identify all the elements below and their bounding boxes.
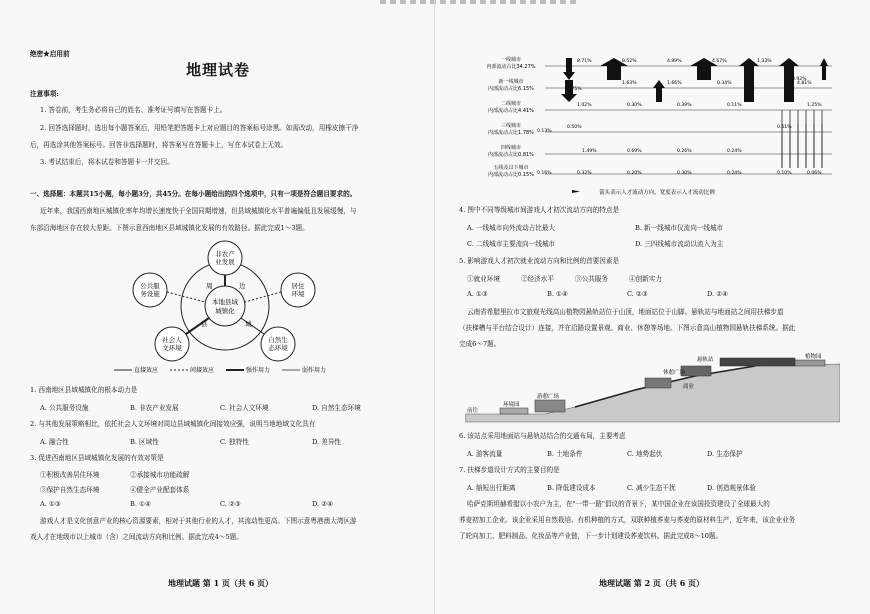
q3-item-4: ④健全产业配套体系 [130,486,190,494]
node-left-line1: 公共服 [140,282,160,290]
node-top-line1: 非农产 [215,250,235,258]
center-line1: 本地县域 [212,298,238,306]
intro-line-1: 近年来，我国西南地区城镇化率年均增长速度快于全国同期增速，但县域城镇化水平普遍偏低且发展缓慢，与 [40,207,357,215]
node-right-line1: 居住 [291,282,305,290]
legend-direct: 直接效应 [134,367,159,374]
q6-option-c[interactable]: C. 地势起伏 [627,450,663,458]
row-sublabel-4: 内部流动占比0.81% [488,152,534,158]
passage-right-2: （扶梯槽与平台结合设计）连接，并在沿路设置景观、商业、休憩等场地。下图示意高山植物园悬轨扶梯系统。据此 [459,324,796,332]
q3-stem: 3. 促进西南地区县域城镇化发展的有效对策是 [30,454,164,462]
q4-stem: 4. 图中不同等级城市间游戏人才初次流动方向的特点是 [459,206,620,214]
value-label-24: 0.32% [577,171,592,176]
value-label-17: 0.50% [567,125,582,130]
legend-strong: 强作用力 [246,367,271,374]
footer-page-1: 地理试题 第 1 页（共 6 页） [168,578,274,588]
label-lower: 前往 [467,408,479,414]
value-label-19: 1.49% [582,149,597,154]
legend-weak: 弱作用力 [302,367,327,374]
notice-2a: 2. 回答选择题时，选出每小题答案后，用铅笔把答题卡上对应题目的答案标号涂黑。如需改动，用橡皮擦干净 [40,124,359,132]
q5-option-c[interactable]: C. ②③ [627,290,648,298]
q5-item-4: ④创新实力 [629,275,662,283]
row-sublabel-0: 内部流动占比34.27% [486,64,536,70]
q2-option-b[interactable]: B. 区域性 [130,438,159,446]
value-label-20: 0.69% [627,149,642,154]
label-station: 悬轨站 [697,357,714,363]
q4-option-c[interactable]: C. 二线城市主要流向一线城市 [467,240,556,248]
q7-stem: 7. 扶梯步道设计方式的主要目的是 [459,466,560,474]
passage-right2-2: 荞麦初加工企业。该企业采用自然栽培、有机种植的方式，双联种植荞麦与荞麦的原材料生产，近年来，该企业业务 [459,516,796,524]
value-label-7: 1.63% [622,81,637,86]
value-label-12: 1.02% [577,103,592,108]
value-label-4: 1.33% [757,59,772,64]
label-entrance-square: 游憩广场 [537,394,560,400]
row-sublabel-1: 内部流动占比6.15% [488,86,534,92]
q3-item-1: ①积极改善居住环境 [40,471,100,479]
row-label-1: 新一线城市 [498,79,524,85]
q2-option-d[interactable]: D. 差异性 [312,438,342,446]
value-label-2: 4.99% [667,59,682,64]
passage-right2-3: 了轮向加工、肥料制品、化妆品等产业链，下一步计划建设荞麦饮料。据此完成8～10题。 [459,532,723,540]
node-left-line2: 务设施 [140,290,160,298]
value-label-3: 4.67% [712,59,727,64]
q7-option-b[interactable]: B. 降低建设成本 [547,484,596,492]
secret-mark: 绝密★启用前 [30,50,70,58]
value-label-23: 0.16% [537,171,552,176]
q1-option-c[interactable]: C. 社会人文环境 [220,404,269,412]
q7-option-d[interactable]: D. 创造观景体验 [707,484,756,492]
value-label-10: 4.81% [797,81,812,86]
q4-option-d[interactable]: D. 三四线城市流动以流入为主 [635,240,724,248]
q5-option-a[interactable]: A. ①③ [467,290,488,298]
q3-option-b[interactable]: B. ①④ [130,500,151,508]
flow-arrow-shaft-4 [566,58,572,72]
q1-option-d[interactable]: D. 自然生态环境 [312,404,361,412]
value-label-25: 0.20% [627,171,642,176]
value-label-1: 8.52% [622,59,637,64]
value-label-13: 0.30% [627,103,642,108]
q3-option-d[interactable]: D. ②④ [312,500,334,508]
q4-option-a[interactable]: A. 一线城市向外流动占比最大 [467,224,556,232]
row-label-4: 四线城市 [500,145,522,151]
q5-stem: 5. 影响游戏人才初次就业流动方向和比例的首要因素是 [459,257,620,265]
node-bottom-left-line2: 文环境 [162,344,182,352]
talent-flow-chart [477,50,837,198]
row-sublabel-2: 内部流动占比4.41% [488,108,534,114]
value-label-11: 1.25% [807,103,822,108]
value-label-16: 0.61% [777,125,792,130]
q3-option-c[interactable]: C. ②③ [220,500,241,508]
center-line2: 城镇化 [215,307,235,315]
escalator-profile-diagram [465,352,840,424]
legend-arrow-icon [572,190,580,193]
flow-arrow-head-6 [653,80,665,88]
node-bottom-left-line1: 社会人 [162,336,182,344]
q2-stem: 2. 与其他发展策略相比，依托社会人文环境对周边县域城镇化间接效应强，说明当地地域文化具有 [30,420,316,428]
ring-char-3: 县 [201,320,208,328]
flow-arrow-shaft-7 [822,66,826,80]
footer-page-2: 地理试题 第 2 页（共 6 页） [599,578,705,588]
flow-arrow-head-2 [739,58,759,66]
value-label-15: 0.11% [727,103,742,108]
passage-right2-1: 哈萨克斯坦赫希腊以小农户为主，在"一带一路"倡议的背景下，某中国企业在该国投资建设了全球最大的 [467,500,770,508]
value-label-9: 0.34% [717,81,732,86]
section1-heading: 一、选择题：本题共15小题，每小题3分，共45分。在每小题给出的四个选项中，只有一项是符合题目要求的。 [30,190,357,198]
node-top-line2: 业发展 [215,258,235,266]
exam-title: 地理试卷 [186,61,251,79]
notice-3: 3. 考试结束后，将本试卷和答题卡一并交回。 [40,158,174,166]
q2-option-a[interactable]: A. 融合性 [40,438,69,446]
value-label-14: 0.39% [677,103,692,108]
page-2 [435,0,870,614]
value-label-18: 0.13% [537,129,552,134]
row-sublabel-5: 内部流动占比0.15% [488,172,534,178]
notice-heading: 注意事项: [30,90,59,98]
value-label-27: 0.24% [727,171,742,176]
ring-char-1: 周 [206,282,213,290]
q5-item-1: ①就业环境 [467,275,500,283]
q1-stem: 1. 西南地区县域城镇化的根本动力是 [30,386,138,394]
q2-option-c[interactable]: C. 独特性 [220,438,249,446]
legend-indirect: 间接效应 [190,367,215,374]
label-shops: 商业 [683,384,695,390]
flow-arrow-head-7 [820,58,828,66]
row-label-2: 二线城市 [500,101,522,107]
q7-option-c[interactable]: C. 减少生态干扰 [627,484,676,492]
q6-option-d[interactable]: D. 生态保护 [707,450,743,458]
value-label-6: 1.75% [567,87,582,92]
row-label-0: 一线城市 [500,57,522,63]
row-sublabel-3: 内部流动占比1.78% [488,130,534,136]
flow-arrow-head-3 [779,58,799,66]
flow-arrow-head-4 [563,72,575,80]
q7-option-a[interactable]: A. 缩短出行距离 [467,484,516,492]
q5-option-b[interactable]: B. ①④ [547,290,568,298]
flow-arrow-shaft-2 [744,66,754,102]
value-label-29: 0.06% [807,171,822,176]
flow-arrow-shaft-1 [697,66,711,80]
label-garden: 植物园 [805,354,822,360]
urbanization-path-diagram [110,238,340,378]
q3-item-2: ②承接城市功能疏解 [130,471,190,479]
value-label-26: 0.30% [677,171,692,176]
value-label-22: 0.24% [727,149,742,154]
flow-arrow-shaft-6 [656,88,662,102]
q1-option-a[interactable]: A. 公共服务设施 [40,404,89,412]
node-right-line2: 环境 [291,290,305,298]
intro-line-2: 东部沿海地区存在较大差距。下图示意西南地区县域城镇化发展的有效路径。据此完成1～3题。 [30,224,309,232]
label-ring-garden: 环境园 [503,402,520,408]
row-label-5: 五线及以下城市 [493,165,529,171]
node-bottom-right-line2: 态环境 [268,344,288,352]
value-label-0: 8.71% [577,59,592,64]
passage-left-1: 游戏人才是文化创意产业的核心资源要素，相对于其他行业的人才，其流动性更高。下图示意粤港澳大湾区游 [40,517,357,525]
q6-option-a[interactable]: A. 游客流量 [467,450,503,458]
q6-stem: 6. 该站点采用地面站与悬轨站结合的交通布局，主要考虑 [459,432,626,440]
q3-item-3: ③保护自然生态环境 [40,486,100,494]
passage-left-2: 戏人才在地级市以上城市（含）之间流动方向和比例。据此完成4～5题。 [30,533,243,541]
q5-option-d[interactable]: D. ②④ [707,290,729,298]
flow-arrow-shaft-0 [607,66,621,80]
passage-right-3: 完成6～7题。 [459,340,501,348]
row-label-3: 三线城市 [500,123,522,129]
notice-1: 1. 答卷前，考生务必将自己的姓名、准考证号填写在答题卡上。 [40,106,227,114]
value-label-21: 0.26% [677,149,692,154]
passage-right-1: 云南省希腊里拉市文旅观光线高山植物园悬轨站位于山顶，地面站位于山脚。悬轨站与地面站之间用扶梯步道 [467,308,784,316]
ring-char-2: 边 [239,282,246,290]
value-label-8: 1.66% [667,81,682,86]
flow-arrow-head-5 [561,94,577,102]
q3-option-a[interactable]: A. ①③ [40,500,61,508]
node-bottom-right-line1: 自然生 [268,336,288,344]
flow-arrow-shaft-3 [784,66,794,102]
ring-char-4: 城 [245,320,252,328]
notice-2b: 后，再选涂其他答案标号。回答非选择题时，将答案写在答题卡上，写在本试卷上无效。 [30,141,288,149]
q1-option-b[interactable]: B. 非农产业发展 [130,404,179,412]
q5-item-2: ②经济水平 [521,275,554,283]
value-label-28: 0.10% [777,171,792,176]
q5-item-3: ③公共服务 [575,275,608,283]
q4-option-b[interactable]: B. 新一线城市仅流向一线城市 [635,224,724,232]
label-rest-square: 休憩广场 [663,370,686,376]
chart-legend: 箭头表示人才流动方向，宽度表示人才流动比例 [599,190,715,196]
q6-option-b[interactable]: B. 土地条件 [547,450,583,458]
value-label-5: 3.92% [792,77,807,82]
